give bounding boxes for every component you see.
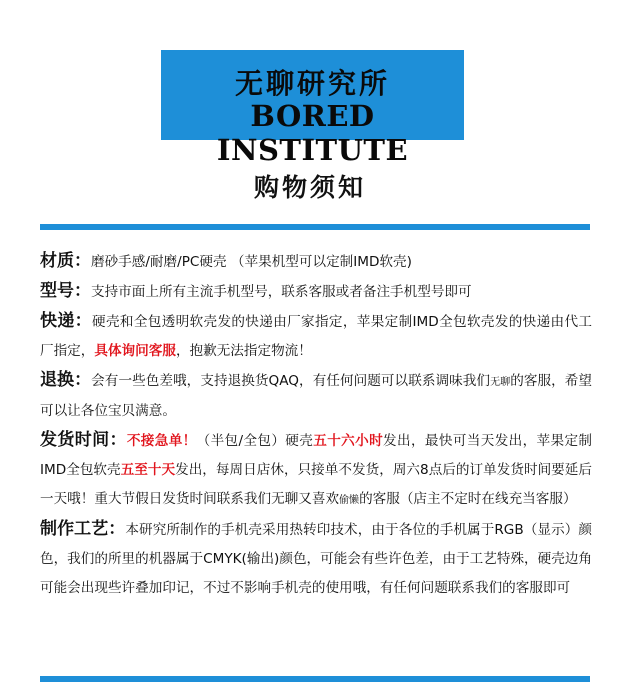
return-text: 会有一些色差哦，支持退换货QAQ，有任何问题可以联系调味我们 (91, 373, 491, 389)
return-small-text: 无聊 (490, 377, 511, 388)
shipping-text-3: 发出，每周日店休，只接单不发货，周六8点后的订单发货时间要延后一天哦！重大节假日发货时间联系我们无聊又喜欢 (40, 462, 592, 507)
brand-logo-english: BORED INSTITUTE (216, 99, 409, 167)
shipping-section (40, 426, 592, 515)
material-label: 材质： (40, 251, 91, 271)
return-text-end: 的客服，希望可以让各位宝贝满意。 (40, 373, 593, 419)
shipping-small-text: 偷懒 (339, 495, 360, 506)
model-label: 型号： (40, 281, 91, 301)
shipping-text-2: 发出，最快可当天发出，苹果定制IMD全包软壳 (40, 433, 593, 478)
bottom-divider (40, 676, 590, 682)
return-label: 退换： (40, 370, 92, 390)
shipping-hours: 五十六小时 (313, 433, 384, 449)
express-label: 快递： (40, 311, 93, 331)
brand-logo-chinese: 无聊研究所 (234, 67, 390, 100)
craft-text: 本研究所制作的手机壳采用热转印技术，由于各位的手机属于RGB（显示）颜色，我们的所里的机器属于CMYK(输出)颜色，可能会有些许色差，由于工艺特殊，硬壳边角可能会出现些许叠加印记，不过不影响手机壳的使用哦，有任何问题联系我们的客服即可 (40, 522, 593, 596)
craft-section (40, 515, 592, 603)
return-section (40, 366, 592, 426)
shipping-days: 五至十天 (120, 462, 176, 478)
shipping-no-rush: 不接急单！ (126, 433, 197, 449)
notice-content (40, 247, 592, 603)
page-title: 购物须知 (253, 173, 366, 202)
top-divider (40, 224, 590, 230)
craft-label: 制作工艺： (40, 519, 126, 539)
express-text-end: ，抱歉无法指定物流！ (175, 343, 312, 359)
material-text: 磨砂手感/耐磨/PC硬壳 （苹果机型可以定制IMD软壳) (91, 254, 412, 270)
express-highlight: 具体询问客服 (94, 343, 176, 359)
model-text: 支持市面上所有主流手机型号，联系客服或者备注手机型号即可 (91, 284, 472, 300)
shipping-label: 发货时间： (40, 430, 127, 450)
material-section (40, 247, 592, 277)
express-section (40, 307, 592, 366)
express-text: 硬壳和全包透明软壳发的快递由厂家指定，苹果定制IMD全包软壳发的快递由代工厂指定， (40, 314, 593, 359)
brand-logo (161, 50, 464, 167)
shipping-text-4: 的客服（店主不定时在线充当客服） (359, 491, 577, 507)
shipping-text: （半包/全包）硬壳 (196, 433, 314, 449)
model-section (40, 277, 592, 307)
